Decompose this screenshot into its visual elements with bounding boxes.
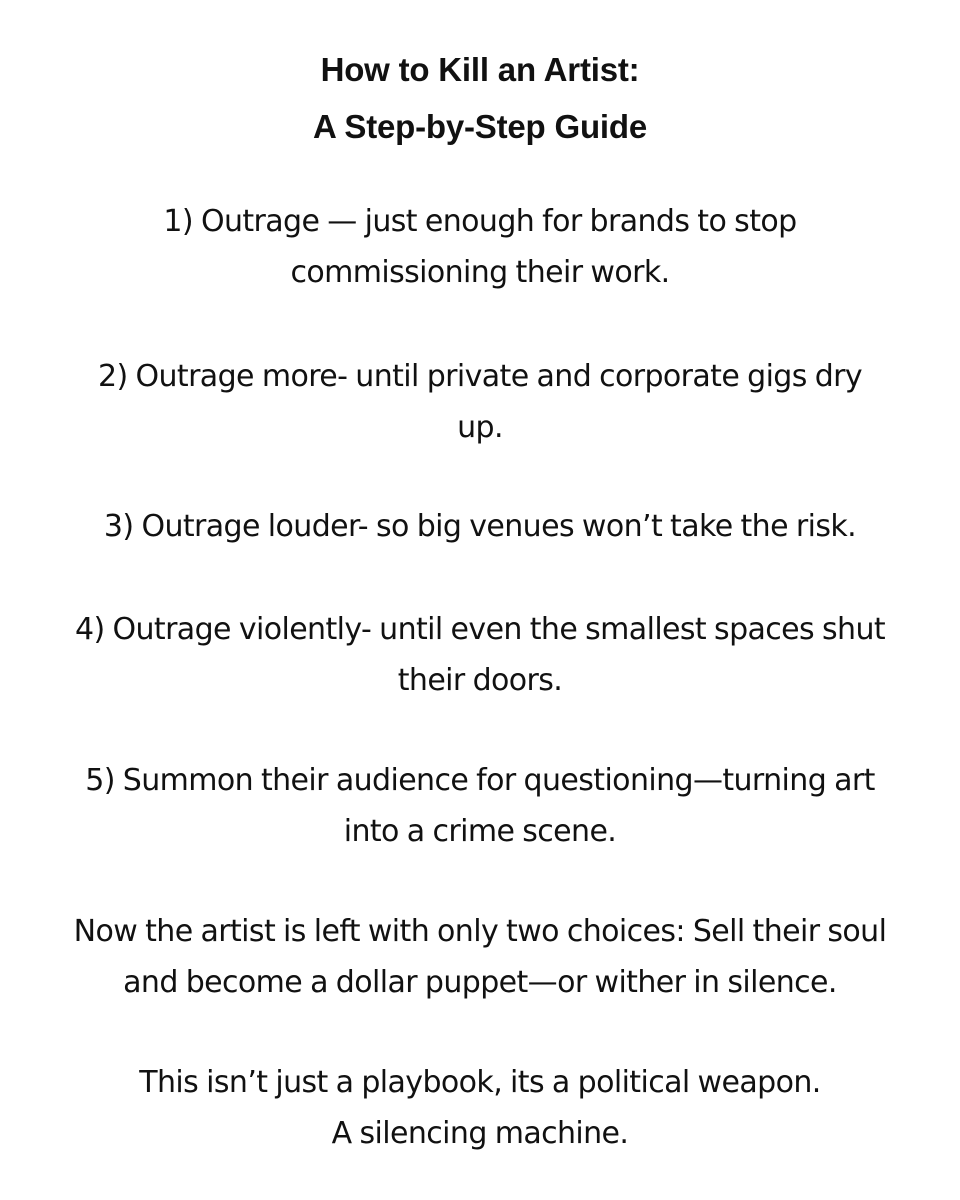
step-2: [20, 351, 940, 453]
step-1-line-1: 1) Outrage — just enough for brands to stop: [163, 204, 797, 239]
step-4-line-1: 4) Outrage violently- until even the smallest spaces shut: [74, 612, 886, 647]
closing-paragraph: [20, 1057, 940, 1159]
conclusion-line-2: and become a dollar puppet—or wither in silence.: [123, 965, 837, 1000]
step-4-line-2: their doors.: [397, 663, 563, 698]
step-3-line-1: 3) Outrage louder- so big venues won’t take the risk.: [103, 509, 857, 544]
step-2-line-1: 2) Outrage more- until private and corporate gigs dry: [97, 359, 863, 394]
closing-line-1: This isn’t just a playbook, its a political weapon.: [139, 1065, 821, 1100]
step-1-line-2: commissioning their work.: [290, 255, 670, 290]
closing-line-2: A silencing machine.: [331, 1116, 629, 1151]
step-5-line-2: into a crime scene.: [343, 814, 617, 849]
page-title-line-1: How to Kill an Artist:: [320, 51, 640, 88]
step-5-line-1: 5) Summon their audience for questioning—turning art: [85, 763, 875, 798]
step-5: [20, 755, 940, 857]
conclusion-paragraph: [20, 906, 940, 1008]
step-3: [20, 501, 940, 552]
step-1: [20, 196, 940, 298]
step-4: [20, 604, 940, 706]
conclusion-line-1: Now the artist is left with only two choices: Sell their soul: [73, 914, 887, 949]
step-2-line-2: up.: [457, 410, 503, 445]
page-title-line-2: A Step-by-Step Guide: [313, 108, 647, 145]
